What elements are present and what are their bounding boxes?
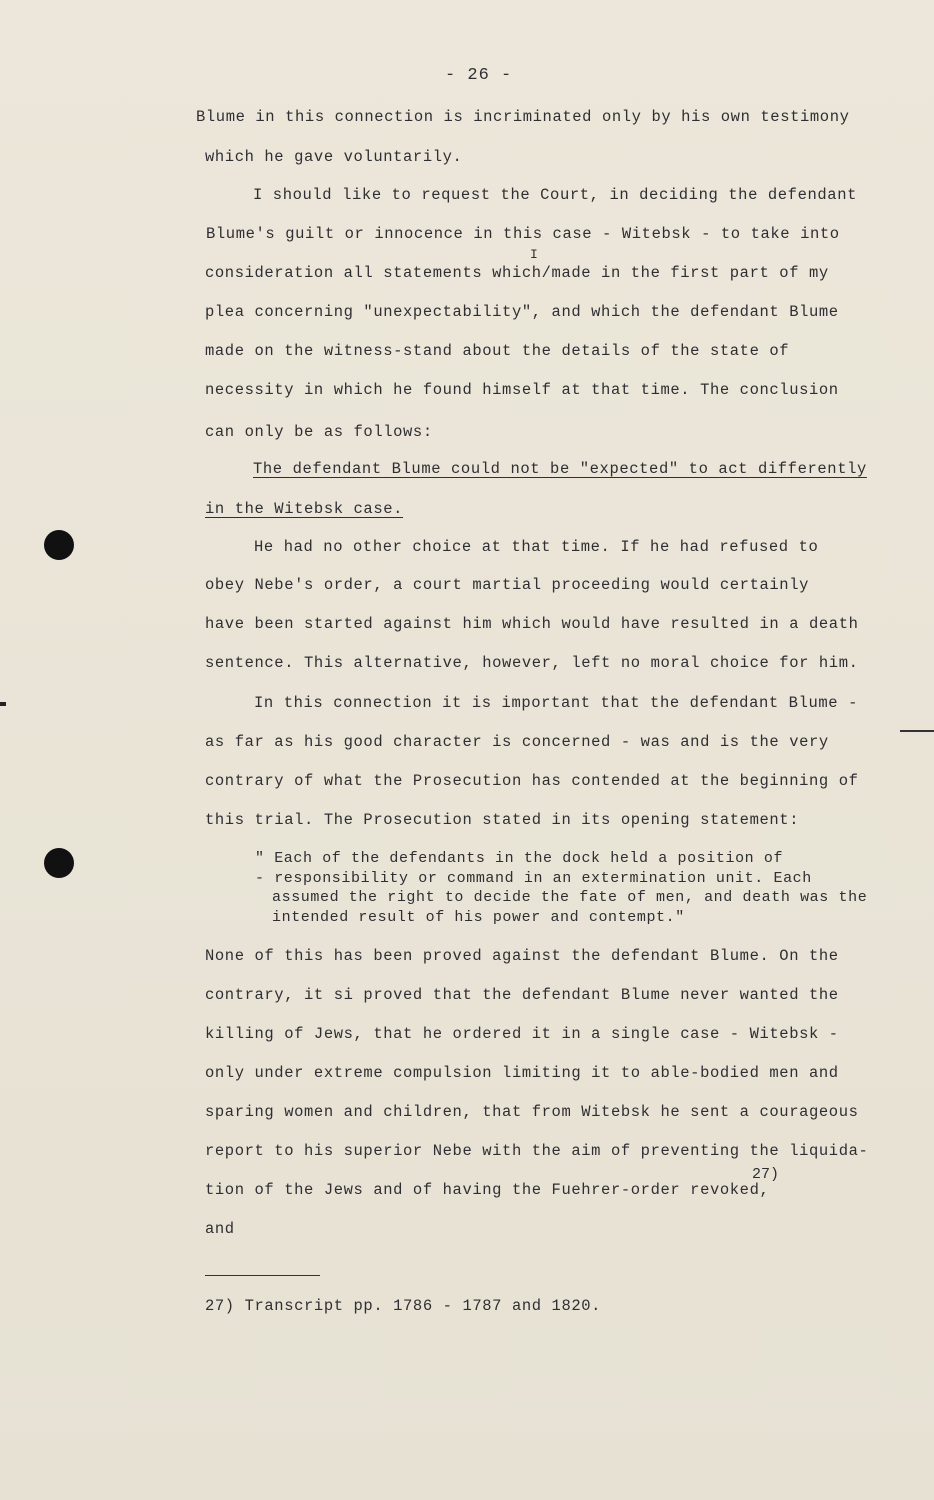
text-line: consideration all statements which/made in the first part of my — [205, 264, 829, 282]
text-line: plea concerning "unexpectability", and which the defendant Blume — [205, 303, 839, 321]
text-line: can only be as follows: — [205, 423, 433, 441]
footnote-marker: 27) — [752, 1166, 780, 1183]
text-line: made on the witness-stand about the details of the state of — [205, 342, 790, 360]
text-line: and — [205, 1220, 235, 1238]
emphasis-line: in the Witebsk case. — [205, 500, 404, 518]
emphasis-line: The defendant Blume could not be "expected" to act differently — [253, 460, 867, 478]
text-line: have been started against him which would have resulted in a death — [205, 615, 859, 633]
text-line: this trial. The Prosecution stated in its opening statement: — [205, 811, 800, 829]
text-line: contrary, it si proved that the defendant Blume never wanted the — [205, 986, 839, 1004]
quote-line: " Each of the defendants in the dock held a position of — [255, 850, 784, 867]
quote-line: - responsibility or command in an extermination unit. Each — [255, 870, 812, 887]
insertion-mark: I — [530, 247, 539, 262]
text-line: tion of the Jews and of having the Fuehrer-order revoked, — [205, 1181, 770, 1199]
footnote: 27) Transcript pp. 1786 - 1787 and 1820. — [205, 1297, 602, 1315]
page-number: - 26 - — [445, 66, 513, 85]
text-line: only under extreme compulsion limiting it to able-bodied men and — [205, 1064, 839, 1082]
text-line: contrary of what the Prosecution has contended at the beginning of — [205, 772, 859, 790]
text-line: obey Nebe's order, a court martial proceeding would certainly — [205, 576, 809, 594]
text-line: Blume's guilt or innocence in this case - Witebsk - to take into — [206, 225, 840, 243]
text-line: sparing women and children, that from Witebsk he sent a courageous — [205, 1103, 859, 1121]
text-line: I should like to request the Court, in deciding the defendant — [253, 186, 857, 204]
text-line: as far as his good character is concerned - was and is the very — [205, 733, 829, 751]
text-line: In this connection it is important that the defendant Blume - — [254, 694, 858, 712]
text-line: He had no other choice at that time. If he had refused to — [254, 538, 819, 556]
text-line: None of this has been proved against the defendant Blume. On the — [205, 947, 839, 965]
edge-mark — [900, 730, 934, 732]
edge-mark — [0, 702, 6, 706]
text-line: report to his superior Nebe with the aim of preventing the liquida- — [205, 1142, 869, 1160]
footnote-divider — [205, 1275, 320, 1276]
text-line: which he gave voluntarily. — [205, 148, 463, 166]
text-line: killing of Jews, that he ordered it in a single case - Witebsk - — [205, 1025, 839, 1043]
quote-line: assumed the right to decide the fate of men, and death was the — [272, 889, 868, 906]
punch-hole — [44, 848, 74, 878]
text-line: sentence. This alternative, however, left no moral choice for him. — [205, 654, 859, 672]
punch-hole — [44, 530, 74, 560]
text-line: Blume in this connection is incriminated only by his own testimony — [196, 108, 850, 126]
quote-line: intended result of his power and contempt." — [272, 909, 685, 926]
text-line: necessity in which he found himself at that time. The conclusion — [205, 381, 839, 399]
